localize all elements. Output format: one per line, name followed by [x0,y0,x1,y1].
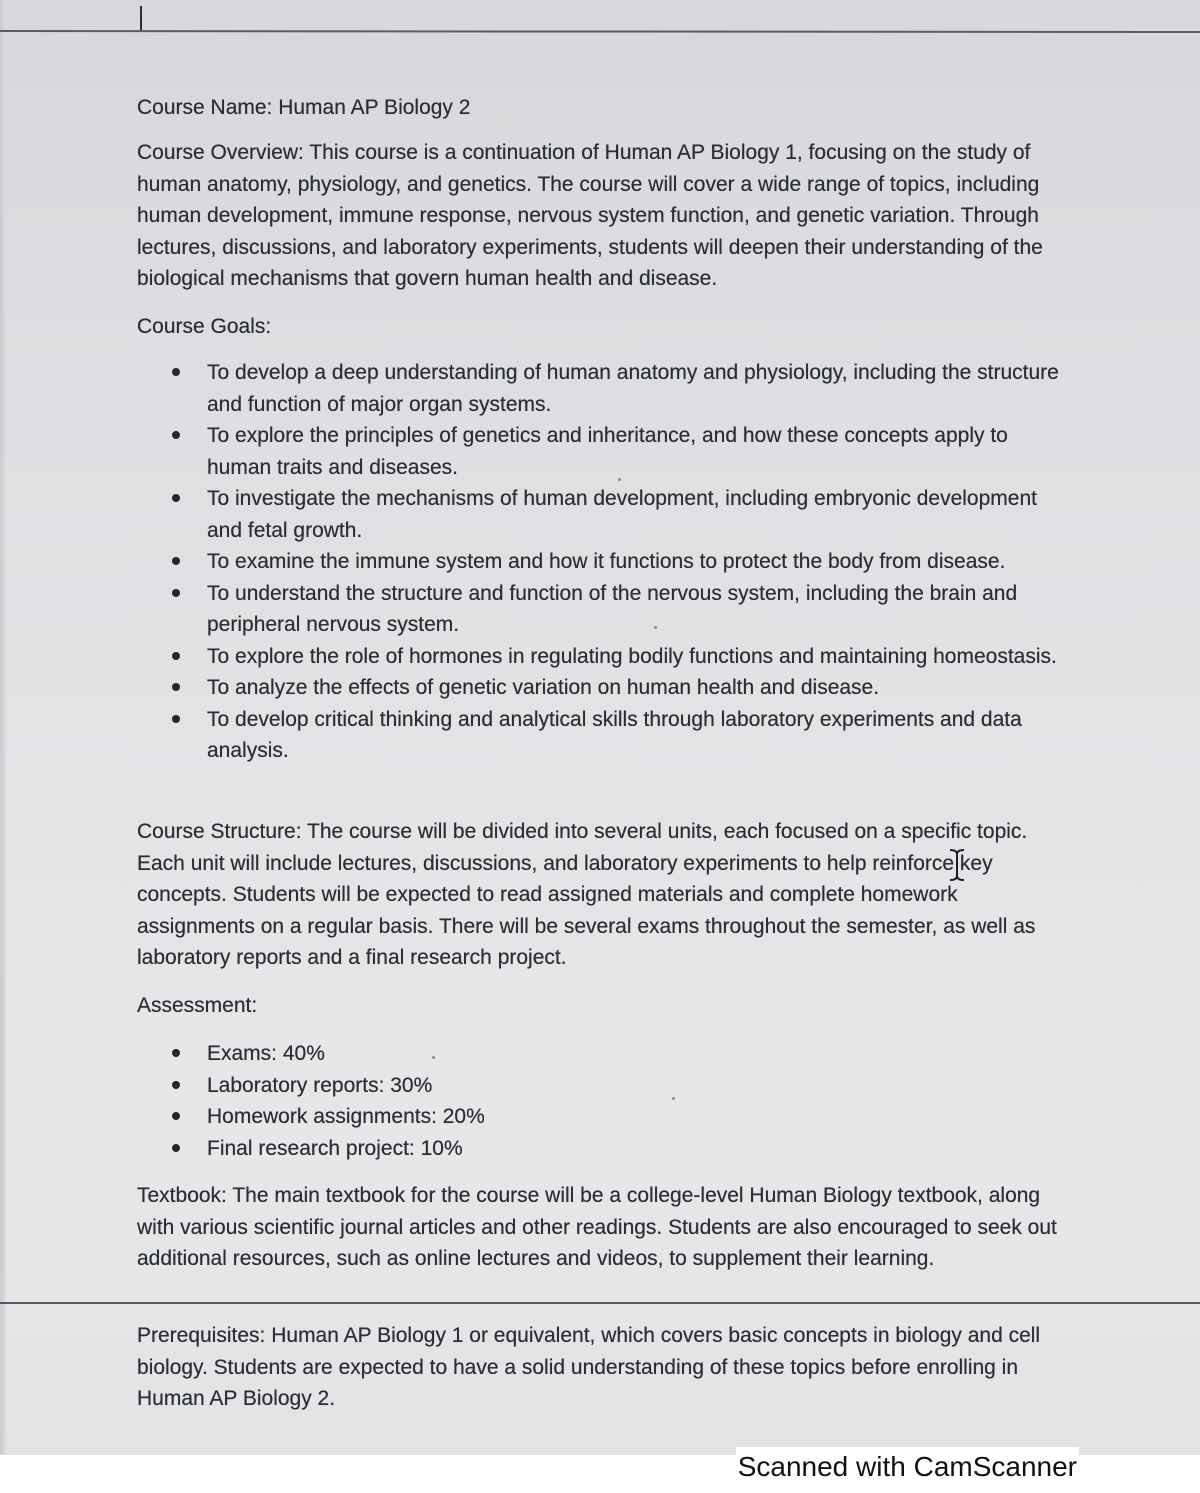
page-edge-shadow [0,0,6,1455]
camscanner-watermark: Scanned with CamScanner [736,1447,1079,1487]
dust-speck [618,478,621,481]
prerequisites-block [137,1320,1077,1415]
ibeam-cursor-icon [948,848,966,882]
goal-text: To analyze the effects of genetic variation on human health and disease. [207,676,880,699]
goal-item [137,546,1077,578]
bullet-icon [172,1112,180,1120]
goal-item [137,578,1077,641]
course-goals-heading: Course Goals: [137,315,272,338]
top-divider-line [0,30,1200,33]
bullet-icon [172,1144,180,1152]
course-name-block [137,92,1077,124]
textbook-block [137,1180,1077,1275]
bottom-divider-line [0,1302,1200,1304]
goal-text: To explore the role of hormones in regulating bodily functions and maintaining homeostasis. [207,644,1057,668]
goal-text: To investigate the mechanisms of human development, including embryonic development and fetal growth. [207,487,1037,542]
bullet-icon [172,431,180,439]
assessment-item [137,1070,1077,1102]
assessment-heading: Assessment: [137,994,258,1017]
bullet-icon [172,715,180,723]
dust-speck [672,1097,675,1100]
bullet-icon [172,494,180,502]
assessment-text: Final research project: 10% [207,1136,463,1160]
assessment-heading-block [137,990,1077,1022]
goal-item [137,672,1077,704]
goal-text: To explore the principles of genetics and inheritance, and how these concepts apply to human traits and diseases. [207,424,1008,479]
goal-item [137,357,1077,420]
dust-speck [432,1056,435,1059]
bullet-icon [172,683,180,691]
bullet-icon [172,557,180,565]
goal-item [137,420,1077,483]
course-name: Course Name: Human AP Biology 2 [137,96,471,119]
bullet-icon [172,589,180,597]
goal-text: To develop a deep understanding of human anatomy and physiology, including the structure and function of major organ systems. [207,361,1059,416]
assessment-list [137,1038,1077,1164]
assessment-text: Homework assignments: 20% [207,1105,485,1128]
prerequisites-paragraph: Prerequisites: Human AP Biology 1 or equivalent, which covers basic concepts in biology and cell biology. Students are expected to have a solid understanding of these topics before enrolling in Human AP Biology 2. [137,1324,1041,1410]
overview-block [137,137,1077,295]
structure-block [137,816,1077,974]
course-goals-list [137,357,1077,767]
goal-text: To examine the immune system and how it functions to protect the body from disease. [207,550,1006,573]
goals-heading-block [137,311,1077,343]
assessment-item [137,1038,1077,1070]
course-overview: Course Overview: This course is a continuation of Human AP Biology 1, focusing on the study of human anatomy, physiology, and genetics. The course will cover a wide range of topics, including human development, immune response, nervous system function, and genetic variation. Through lectures, discussions, and laboratory experiments, students will deepen their understanding of the biological mechanisms that govern human health and disease. [137,141,1043,290]
dust-speck [654,626,657,629]
bullet-icon [172,368,180,376]
bullet-icon [172,652,180,660]
goal-item [137,641,1077,673]
assessment-item [137,1101,1077,1133]
goal-item [137,483,1077,546]
goal-item [137,704,1077,767]
textbook-paragraph: Textbook: The main textbook for the course will be a college-level Human Biology textbook, along with various scientific journal articles and other readings. Students are also encouraged to seek out additional resources, such as online lectures and videos, to supplement their learning. [137,1184,1057,1270]
bullet-icon [172,1049,180,1057]
bullet-icon [172,1081,180,1089]
goal-text: To develop critical thinking and analytical skills through laboratory experiments and data analysis. [207,707,1022,762]
text-cursor [140,6,142,32]
assessment-text: Exams: 40% [207,1042,325,1065]
assessment-item [137,1133,1077,1165]
goal-text: To understand the structure and function of the nervous system, including the brain and peripheral nervous system. [207,581,1018,636]
assessment-text: Laboratory reports: 30% [207,1073,433,1097]
course-structure: Course Structure: The course will be divided into several units, each focused on a specific topic. Each unit will include lectures, discussions, and laboratory experiments to help reinforce key concepts. Students will be expected to read assigned materials and complete homework assignments on a regular basis. There will be several exams throughout the semester, as well as laboratory reports and a final research project. [137,820,1036,969]
